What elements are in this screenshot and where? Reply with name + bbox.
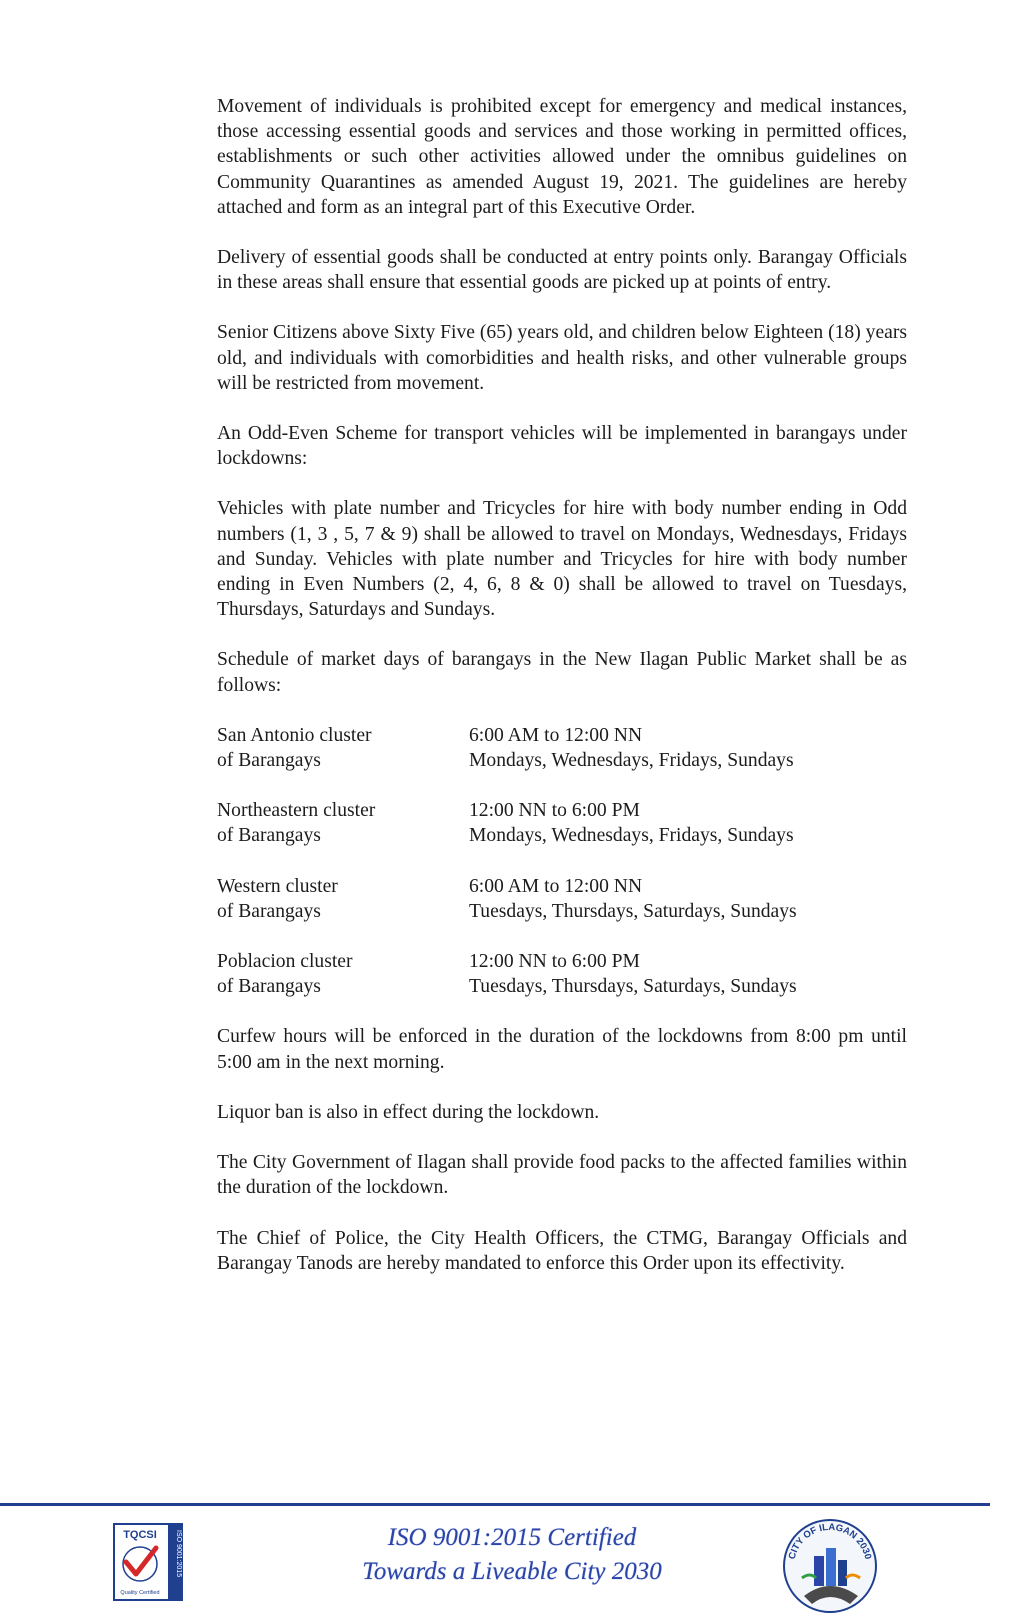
schedule-row [217,874,907,924]
paragraph-vehicles: Vehicles with plate number and Tricycles for hire with body number ending in Odd numbers (1, 3 , 5, 7 & 9) shall be allowed to travel on Mondays, Wednesdays, Fridays and Sunday. Vehicles with plate number and Tricycles for hire with body number ending in Even Numbers (2, 4, 6, 8 & 0) shall be allowed to travel on Tuesdays, Thursdays, Saturdays and Sundays. [217,498,907,621]
market-schedule-list [217,723,907,1000]
cluster-name: Poblacion cluster of Barangays [217,951,353,998]
paragraph-food-packs: The City Government of Ilagan shall provide food packs to the affected families within the duration of the lockdown. [217,1152,907,1199]
cluster-name: Northeastern cluster of Barangays [217,800,376,847]
city-of-ilagan-logo [780,1516,880,1616]
footer-divider [0,1503,990,1506]
cluster-name: Western cluster of Barangays [217,875,338,922]
tqcsi-logo-subtext: Quality Certified [120,1590,160,1596]
paragraph-senior-citizens: Senior Citizens above Sixty Five (65) years old, and children below Eighteen (18) years old, and individuals with comorbidities and health risks, and other vulnerable groups will be restricted from movement. [217,322,907,394]
footer-iso-certified: ISO 9001:2015 Certified [387,1524,637,1551]
tqcsi-logo-text: TQCSI [123,1529,157,1541]
city-logo-text: CITY OF ILAGAN 2030 [786,1521,874,1561]
document-body [217,94,907,1301]
paragraph-market-schedule: Schedule of market days of barangays in the New Ilagan Public Market shall be as follows: [217,649,907,696]
cluster-schedule: 12:00 NN to 6:00 PM Tuesdays, Thursdays, Saturdays, Sundays [469,951,797,998]
footer-liveable-city: Towards a Liveable City 2030 [362,1558,662,1585]
paragraph-curfew: Curfew hours will be enforced in the duration of the lockdowns from 8:00 pm until 5:00 am in the next morning. [217,1026,907,1073]
paragraph-liquor-ban: Liquor ban is also in effect during the lockdown. [217,1101,600,1123]
paragraph-delivery: Delivery of essential goods shall be conducted at entry points only. Barangay Officials in these areas shall ensure that essential goods are picked up at points of entry. [217,247,907,294]
cluster-schedule: 6:00 AM to 12:00 NN Tuesdays, Thursdays, Saturdays, Sundays [469,875,797,922]
schedule-row [217,798,907,848]
cluster-schedule: 6:00 AM to 12:00 NN Mondays, Wednesdays, Fridays, Sundays [469,724,794,772]
paragraph-odd-even: An Odd-Even Scheme for transport vehicles will be implemented in barangays under lockdowns: [217,423,907,470]
tqcsi-logo-side-text: ISO 9001:2015 [175,1530,182,1578]
cluster-name: San Antonio cluster of Barangays [217,724,372,772]
paragraph-enforcement: The Chief of Police, the City Health Officers, the CTMG, Barangay Officials and Barangay Tanods are hereby mandated to enforce this Order upon its effectivity. [217,1227,907,1274]
paragraph-movement: Movement of individuals is prohibited except for emergency and medical instances, those accessing essential goods and services and those working in permitted offices, establishments or such other activities allowed under the omnibus guidelines on Community Quarantines as amended August 19, 2021. The guidelines are hereby attached and form as an integral part of this Executive Order. [217,96,907,218]
cluster-schedule: 12:00 NN to 6:00 PM Mondays, Wednesdays, Fridays, Sundays [469,800,794,847]
schedule-row [217,949,907,999]
schedule-row [217,723,907,773]
